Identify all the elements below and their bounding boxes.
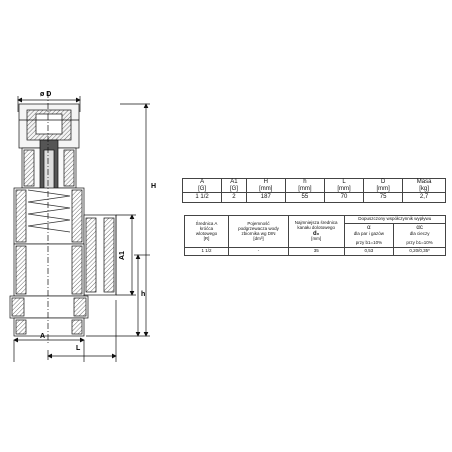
- header-cell: h [mm]: [285, 179, 324, 193]
- a-label: A: [40, 333, 46, 340]
- valve-drawing: [0, 0, 180, 452]
- table-row: [183, 193, 446, 203]
- value-cell: 35: [288, 248, 344, 256]
- header-cell: H [mm]: [246, 179, 285, 193]
- value-cell: 1 1/2: [183, 193, 222, 203]
- header-cell: D [mm]: [364, 179, 403, 193]
- value-cell: 2,7: [403, 193, 446, 203]
- value-cell: 2: [222, 193, 247, 203]
- value-cell: 1 1/2: [185, 248, 229, 256]
- value-cell: 55: [285, 193, 324, 203]
- l-label: L: [76, 345, 81, 352]
- value-cell: 70: [324, 193, 363, 203]
- flow-header-row: [185, 216, 446, 224]
- header-cell: Pojemność podgrzewacza wody zbiornika wg DIN [dm³]: [229, 216, 289, 248]
- dimensions-table: [182, 178, 446, 203]
- dimensions-header-row: [183, 179, 446, 193]
- flow-table: [184, 215, 446, 256]
- h-label: h: [141, 291, 146, 298]
- value-cell: 75: [364, 193, 403, 203]
- header-cell: Dopuszczony współczynnik wypływu: [344, 216, 445, 224]
- value-cell: 187: [246, 193, 285, 203]
- height-label: H: [151, 183, 157, 190]
- value-cell: -: [229, 248, 289, 256]
- table-row: [185, 248, 446, 256]
- header-cell: A [G]: [183, 179, 222, 193]
- value-cell: 0,53: [344, 248, 394, 256]
- header-cell: Masa [kg]: [403, 179, 446, 193]
- a1-label: A1: [119, 251, 126, 260]
- value-cell: 0,20/0,35*: [394, 248, 446, 256]
- diameter-label: ø D: [40, 91, 52, 98]
- header-cell: α dla par i gazów przy b1=10%: [344, 223, 394, 247]
- header-cell: Najmniejsza średnica kanału dolotowego d₀ [mm]: [288, 216, 344, 248]
- header-cell: A1 [G]: [222, 179, 247, 193]
- header-cell: L [mm]: [324, 179, 363, 193]
- header-cell: αc dla cieczy przy b1=10%: [394, 223, 446, 247]
- header-cell: Średnica A króćca wlotowego [R]: [185, 216, 229, 248]
